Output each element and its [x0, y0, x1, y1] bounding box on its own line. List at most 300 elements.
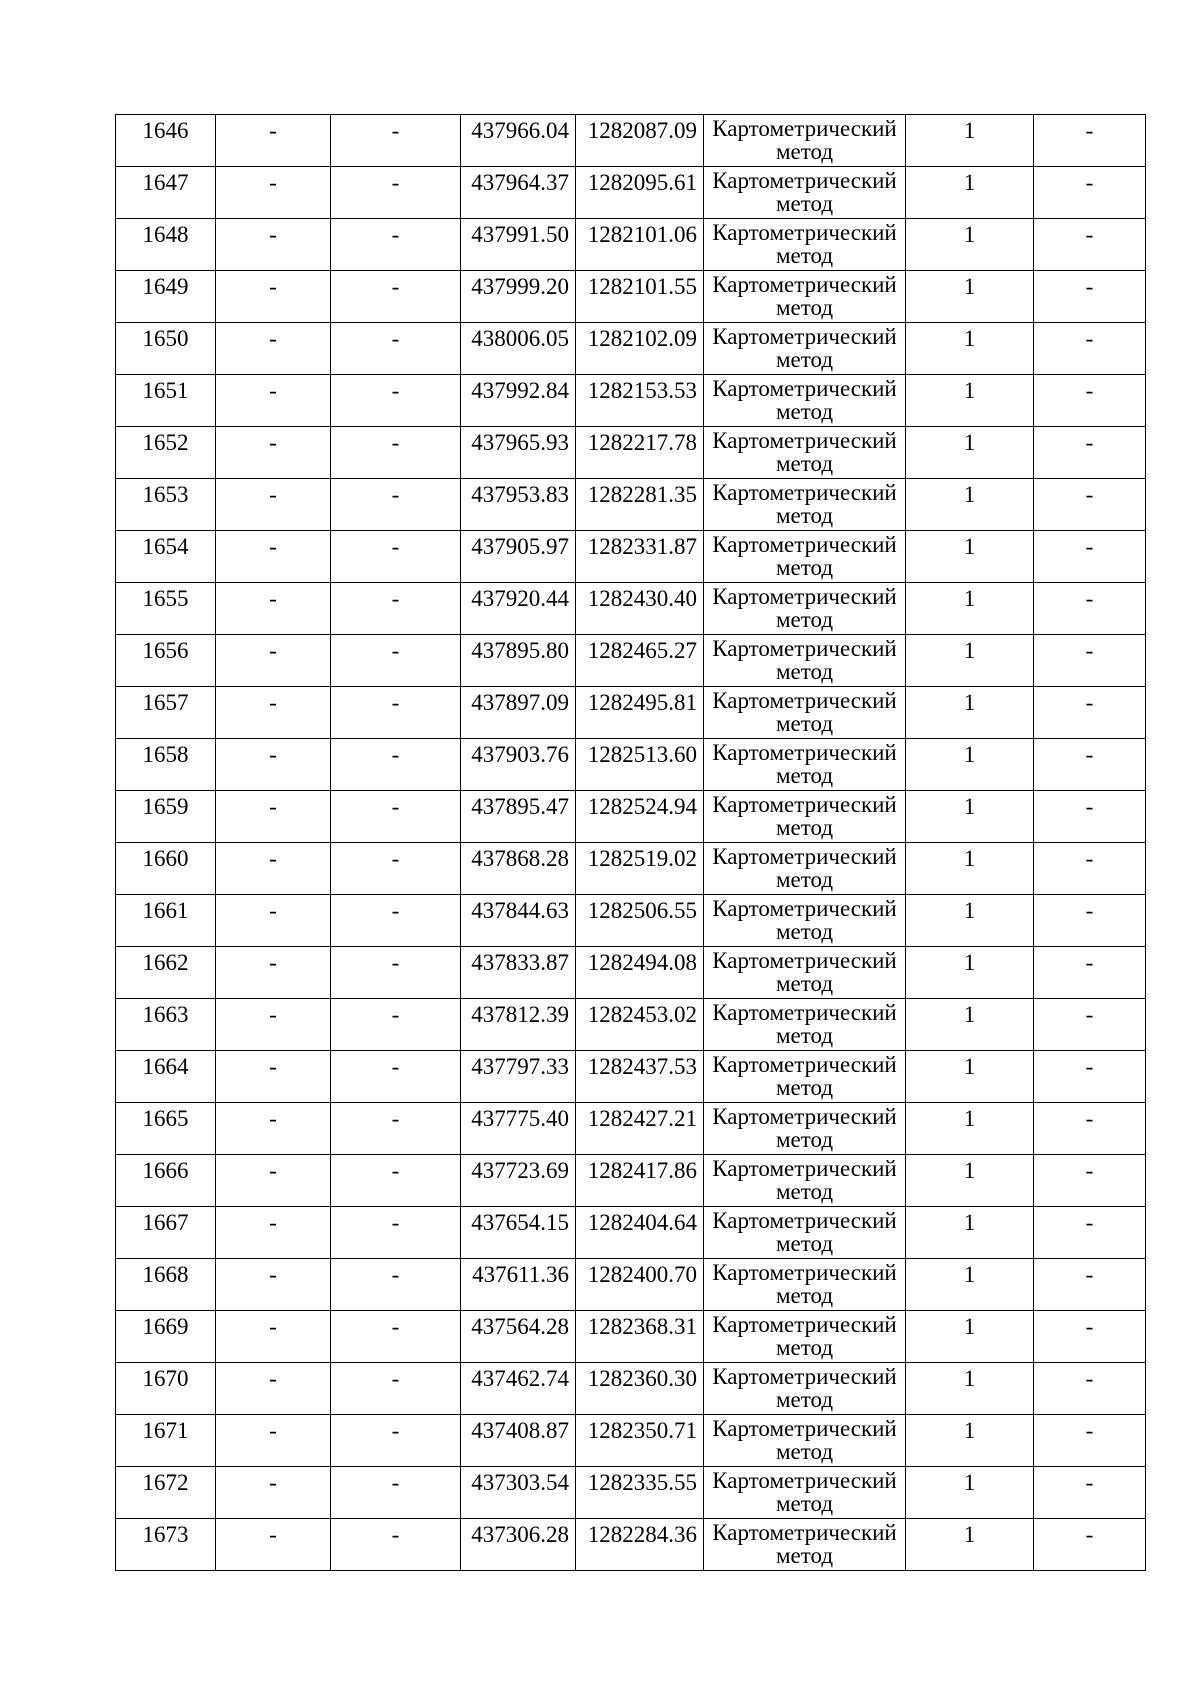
method-cell	[704, 375, 906, 427]
method-line-1: Картометрический	[712, 792, 897, 817]
method-line-2: метод	[775, 607, 834, 632]
point-number-cell: 1673	[116, 1519, 216, 1571]
dash-cell: -	[216, 739, 331, 791]
accuracy-cell: 1	[906, 635, 1034, 687]
accuracy-cell: 1	[906, 1363, 1034, 1415]
dash-cell: -	[1034, 1311, 1146, 1363]
point-number-cell: 1671	[116, 1415, 216, 1467]
y-coordinate-cell: 1282281.35	[576, 479, 704, 531]
dash-cell: -	[331, 1311, 461, 1363]
y-coordinate-cell: 1282494.08	[576, 947, 704, 999]
y-coordinate-cell: 1282417.86	[576, 1155, 704, 1207]
method-cell	[704, 739, 906, 791]
dash-cell: -	[331, 1363, 461, 1415]
x-coordinate-cell: 437895.47	[461, 791, 576, 843]
y-coordinate-cell: 1282101.55	[576, 271, 704, 323]
point-number-cell: 1652	[116, 427, 216, 479]
table-row	[116, 1259, 1146, 1311]
accuracy-cell: 1	[906, 791, 1034, 843]
dash-cell: -	[216, 531, 331, 583]
x-coordinate-cell: 437462.74	[461, 1363, 576, 1415]
method-cell	[704, 219, 906, 271]
table-row	[116, 219, 1146, 271]
dash-cell: -	[216, 375, 331, 427]
dash-cell: -	[1034, 791, 1146, 843]
method-line-2: метод	[775, 139, 834, 164]
x-coordinate-cell: 437611.36	[461, 1259, 576, 1311]
point-number-cell: 1646	[116, 115, 216, 167]
method-cell	[704, 271, 906, 323]
method-line-2: метод	[775, 1335, 834, 1360]
point-number-cell: 1650	[116, 323, 216, 375]
point-number-cell: 1653	[116, 479, 216, 531]
table-row	[116, 1155, 1146, 1207]
method-line-1: Картометрический	[712, 584, 897, 609]
method-line-2: метод	[775, 1387, 834, 1412]
method-cell	[704, 427, 906, 479]
method-line-2: метод	[775, 1283, 834, 1308]
coordinates-table	[115, 114, 1146, 1571]
accuracy-cell: 1	[906, 323, 1034, 375]
point-number-cell: 1672	[116, 1467, 216, 1519]
x-coordinate-cell: 437999.20	[461, 271, 576, 323]
dash-cell: -	[331, 687, 461, 739]
dash-cell: -	[216, 1155, 331, 1207]
table-row	[116, 1311, 1146, 1363]
table-row	[116, 947, 1146, 999]
dash-cell: -	[216, 323, 331, 375]
point-number-cell: 1668	[116, 1259, 216, 1311]
x-coordinate-cell: 437965.93	[461, 427, 576, 479]
accuracy-cell: 1	[906, 167, 1034, 219]
method-cell	[704, 1519, 906, 1571]
method-cell	[704, 1259, 906, 1311]
method-line-1: Картометрический	[712, 1416, 897, 1441]
dash-cell: -	[1034, 115, 1146, 167]
dash-cell: -	[216, 687, 331, 739]
dash-cell: -	[331, 999, 461, 1051]
dash-cell: -	[1034, 479, 1146, 531]
table-row	[116, 687, 1146, 739]
x-coordinate-cell: 437903.76	[461, 739, 576, 791]
y-coordinate-cell: 1282506.55	[576, 895, 704, 947]
method-line-2: метод	[775, 1127, 834, 1152]
accuracy-cell: 1	[906, 583, 1034, 635]
accuracy-cell: 1	[906, 1259, 1034, 1311]
accuracy-cell: 1	[906, 1467, 1034, 1519]
accuracy-cell: 1	[906, 271, 1034, 323]
method-line-1: Картометрический	[712, 1520, 897, 1545]
method-line-1: Картометрический	[712, 480, 897, 505]
point-number-cell: 1667	[116, 1207, 216, 1259]
method-cell	[704, 895, 906, 947]
point-number-cell: 1661	[116, 895, 216, 947]
point-number-cell: 1660	[116, 843, 216, 895]
x-coordinate-cell: 437833.87	[461, 947, 576, 999]
dash-cell: -	[1034, 1415, 1146, 1467]
y-coordinate-cell: 1282513.60	[576, 739, 704, 791]
point-number-cell: 1654	[116, 531, 216, 583]
method-line-1: Картометрический	[712, 1052, 897, 1077]
table-row	[116, 635, 1146, 687]
dash-cell: -	[331, 1467, 461, 1519]
accuracy-cell: 1	[906, 531, 1034, 583]
accuracy-cell: 1	[906, 115, 1034, 167]
method-line-2: метод	[775, 763, 834, 788]
dash-cell: -	[1034, 583, 1146, 635]
method-line-1: Картометрический	[712, 896, 897, 921]
dash-cell: -	[216, 895, 331, 947]
dash-cell: -	[331, 271, 461, 323]
table-row	[116, 1363, 1146, 1415]
method-line-1: Картометрический	[712, 948, 897, 973]
method-cell	[704, 947, 906, 999]
dash-cell: -	[216, 115, 331, 167]
x-coordinate-cell: 437306.28	[461, 1519, 576, 1571]
table-row	[116, 531, 1146, 583]
accuracy-cell: 1	[906, 895, 1034, 947]
dash-cell: -	[331, 947, 461, 999]
point-number-cell: 1657	[116, 687, 216, 739]
dash-cell: -	[216, 583, 331, 635]
method-cell	[704, 687, 906, 739]
dash-cell: -	[331, 1519, 461, 1571]
dash-cell: -	[216, 271, 331, 323]
method-line-1: Картометрический	[712, 1312, 897, 1337]
point-number-cell: 1662	[116, 947, 216, 999]
method-line-2: метод	[775, 451, 834, 476]
method-line-2: метод	[775, 867, 834, 892]
dash-cell: -	[216, 1207, 331, 1259]
table-row	[116, 1467, 1146, 1519]
method-cell	[704, 583, 906, 635]
dash-cell: -	[1034, 427, 1146, 479]
dash-cell: -	[216, 999, 331, 1051]
dash-cell: -	[1034, 167, 1146, 219]
y-coordinate-cell: 1282453.02	[576, 999, 704, 1051]
dash-cell: -	[1034, 739, 1146, 791]
table-row	[116, 739, 1146, 791]
method-cell	[704, 791, 906, 843]
method-line-2: метод	[775, 503, 834, 528]
table-row	[116, 375, 1146, 427]
y-coordinate-cell: 1282331.87	[576, 531, 704, 583]
method-line-2: метод	[775, 295, 834, 320]
method-cell	[704, 479, 906, 531]
method-cell	[704, 843, 906, 895]
y-coordinate-cell: 1282519.02	[576, 843, 704, 895]
accuracy-cell: 1	[906, 1207, 1034, 1259]
method-cell	[704, 1207, 906, 1259]
dash-cell: -	[1034, 1467, 1146, 1519]
dash-cell: -	[1034, 1051, 1146, 1103]
method-line-1: Картометрический	[712, 272, 897, 297]
point-number-cell: 1651	[116, 375, 216, 427]
method-line-1: Картометрический	[712, 1000, 897, 1025]
table-row	[116, 323, 1146, 375]
table-row	[116, 999, 1146, 1051]
accuracy-cell: 1	[906, 375, 1034, 427]
method-line-2: метод	[775, 1439, 834, 1464]
x-coordinate-cell: 437920.44	[461, 583, 576, 635]
x-coordinate-cell: 437991.50	[461, 219, 576, 271]
dash-cell: -	[331, 1259, 461, 1311]
x-coordinate-cell: 437895.80	[461, 635, 576, 687]
method-line-1: Картометрический	[712, 1156, 897, 1181]
table-body	[116, 115, 1146, 1571]
dash-cell: -	[216, 1467, 331, 1519]
y-coordinate-cell: 1282437.53	[576, 1051, 704, 1103]
method-line-1: Картометрический	[712, 688, 897, 713]
y-coordinate-cell: 1282153.53	[576, 375, 704, 427]
dash-cell: -	[216, 1519, 331, 1571]
method-line-1: Картометрический	[712, 1104, 897, 1129]
dash-cell: -	[331, 635, 461, 687]
y-coordinate-cell: 1282360.30	[576, 1363, 704, 1415]
accuracy-cell: 1	[906, 1415, 1034, 1467]
dash-cell: -	[216, 1051, 331, 1103]
point-number-cell: 1648	[116, 219, 216, 271]
method-cell	[704, 323, 906, 375]
dash-cell: -	[331, 531, 461, 583]
method-line-2: метод	[775, 1179, 834, 1204]
accuracy-cell: 1	[906, 1519, 1034, 1571]
accuracy-cell: 1	[906, 219, 1034, 271]
point-number-cell: 1670	[116, 1363, 216, 1415]
accuracy-cell: 1	[906, 1103, 1034, 1155]
method-line-2: метод	[775, 919, 834, 944]
point-number-cell: 1659	[116, 791, 216, 843]
dash-cell: -	[1034, 1207, 1146, 1259]
x-coordinate-cell: 437953.83	[461, 479, 576, 531]
method-line-1: Картометрический	[712, 636, 897, 661]
dash-cell: -	[1034, 843, 1146, 895]
x-coordinate-cell: 437868.28	[461, 843, 576, 895]
method-cell	[704, 635, 906, 687]
y-coordinate-cell: 1282101.06	[576, 219, 704, 271]
table-row	[116, 1103, 1146, 1155]
method-cell	[704, 1051, 906, 1103]
dash-cell: -	[1034, 999, 1146, 1051]
method-cell	[704, 999, 906, 1051]
accuracy-cell: 1	[906, 1155, 1034, 1207]
y-coordinate-cell: 1282102.09	[576, 323, 704, 375]
method-cell	[704, 115, 906, 167]
method-line-2: метод	[775, 191, 834, 216]
method-line-1: Картометрический	[712, 376, 897, 401]
dash-cell: -	[331, 479, 461, 531]
method-line-1: Картометрический	[712, 220, 897, 245]
table-row	[116, 895, 1146, 947]
method-cell	[704, 1415, 906, 1467]
accuracy-cell: 1	[906, 479, 1034, 531]
dash-cell: -	[216, 219, 331, 271]
method-line-2: метод	[775, 711, 834, 736]
method-line-1: Картометрический	[712, 1468, 897, 1493]
dash-cell: -	[331, 739, 461, 791]
dash-cell: -	[331, 895, 461, 947]
dash-cell: -	[1034, 219, 1146, 271]
table-row	[116, 583, 1146, 635]
x-coordinate-cell: 437797.33	[461, 1051, 576, 1103]
accuracy-cell: 1	[906, 1311, 1034, 1363]
y-coordinate-cell: 1282404.64	[576, 1207, 704, 1259]
dash-cell: -	[1034, 895, 1146, 947]
point-number-cell: 1655	[116, 583, 216, 635]
dash-cell: -	[331, 323, 461, 375]
dash-cell: -	[216, 167, 331, 219]
accuracy-cell: 1	[906, 999, 1034, 1051]
method-line-2: метод	[775, 243, 834, 268]
x-coordinate-cell: 437564.28	[461, 1311, 576, 1363]
method-line-1: Картометрический	[712, 844, 897, 869]
method-line-2: метод	[775, 1231, 834, 1256]
dash-cell: -	[331, 375, 461, 427]
dash-cell: -	[216, 479, 331, 531]
method-line-1: Картометрический	[712, 1364, 897, 1389]
dash-cell: -	[216, 791, 331, 843]
dash-cell: -	[331, 1051, 461, 1103]
dash-cell: -	[1034, 947, 1146, 999]
y-coordinate-cell: 1282335.55	[576, 1467, 704, 1519]
method-line-2: метод	[775, 347, 834, 372]
method-line-1: Картометрический	[712, 1260, 897, 1285]
dash-cell: -	[216, 635, 331, 687]
accuracy-cell: 1	[906, 427, 1034, 479]
point-number-cell: 1664	[116, 1051, 216, 1103]
point-number-cell: 1658	[116, 739, 216, 791]
method-line-2: метод	[775, 399, 834, 424]
table-row	[116, 427, 1146, 479]
method-line-2: метод	[775, 971, 834, 996]
method-cell	[704, 1155, 906, 1207]
x-coordinate-cell: 437723.69	[461, 1155, 576, 1207]
point-number-cell: 1647	[116, 167, 216, 219]
table-row	[116, 271, 1146, 323]
method-cell	[704, 1363, 906, 1415]
dash-cell: -	[216, 1311, 331, 1363]
accuracy-cell: 1	[906, 739, 1034, 791]
method-cell	[704, 167, 906, 219]
point-number-cell: 1669	[116, 1311, 216, 1363]
dash-cell: -	[216, 1259, 331, 1311]
dash-cell: -	[331, 427, 461, 479]
method-line-1: Картометрический	[712, 324, 897, 349]
point-number-cell: 1663	[116, 999, 216, 1051]
table-row	[116, 115, 1146, 167]
dash-cell: -	[1034, 1103, 1146, 1155]
dash-cell: -	[1034, 635, 1146, 687]
dash-cell: -	[331, 1207, 461, 1259]
dash-cell: -	[1034, 687, 1146, 739]
dash-cell: -	[1034, 531, 1146, 583]
dash-cell: -	[1034, 1363, 1146, 1415]
x-coordinate-cell: 438006.05	[461, 323, 576, 375]
x-coordinate-cell: 437966.04	[461, 115, 576, 167]
method-line-1: Картометрический	[712, 1208, 897, 1233]
dash-cell: -	[1034, 323, 1146, 375]
method-line-1: Картометрический	[712, 116, 897, 141]
point-number-cell: 1666	[116, 1155, 216, 1207]
table-row	[116, 791, 1146, 843]
dash-cell: -	[331, 1103, 461, 1155]
dash-cell: -	[1034, 1155, 1146, 1207]
y-coordinate-cell: 1282524.94	[576, 791, 704, 843]
x-coordinate-cell: 437964.37	[461, 167, 576, 219]
y-coordinate-cell: 1282350.71	[576, 1415, 704, 1467]
point-number-cell: 1649	[116, 271, 216, 323]
method-line-1: Картометрический	[712, 168, 897, 193]
accuracy-cell: 1	[906, 1051, 1034, 1103]
y-coordinate-cell: 1282400.70	[576, 1259, 704, 1311]
x-coordinate-cell: 437303.54	[461, 1467, 576, 1519]
x-coordinate-cell: 437905.97	[461, 531, 576, 583]
dash-cell: -	[1034, 375, 1146, 427]
method-line-2: метод	[775, 1491, 834, 1516]
method-cell	[704, 1467, 906, 1519]
dash-cell: -	[331, 791, 461, 843]
dash-cell: -	[216, 947, 331, 999]
dash-cell: -	[216, 1103, 331, 1155]
method-cell	[704, 531, 906, 583]
x-coordinate-cell: 437812.39	[461, 999, 576, 1051]
x-coordinate-cell: 437897.09	[461, 687, 576, 739]
dash-cell: -	[331, 1415, 461, 1467]
dash-cell: -	[331, 583, 461, 635]
dash-cell: -	[331, 219, 461, 271]
method-cell	[704, 1311, 906, 1363]
x-coordinate-cell: 437844.63	[461, 895, 576, 947]
method-line-1: Картометрический	[712, 532, 897, 557]
dash-cell: -	[331, 1155, 461, 1207]
method-line-2: метод	[775, 555, 834, 580]
y-coordinate-cell: 1282495.81	[576, 687, 704, 739]
table-row	[116, 479, 1146, 531]
point-number-cell: 1656	[116, 635, 216, 687]
table-row	[116, 1051, 1146, 1103]
table-row	[116, 1415, 1146, 1467]
y-coordinate-cell: 1282465.27	[576, 635, 704, 687]
x-coordinate-cell: 437992.84	[461, 375, 576, 427]
method-line-1: Картометрический	[712, 740, 897, 765]
dash-cell: -	[331, 115, 461, 167]
y-coordinate-cell: 1282217.78	[576, 427, 704, 479]
method-line-1: Картометрический	[712, 428, 897, 453]
x-coordinate-cell: 437775.40	[461, 1103, 576, 1155]
y-coordinate-cell: 1282087.09	[576, 115, 704, 167]
y-coordinate-cell: 1282095.61	[576, 167, 704, 219]
dash-cell: -	[1034, 1519, 1146, 1571]
y-coordinate-cell: 1282368.31	[576, 1311, 704, 1363]
table-row	[116, 843, 1146, 895]
accuracy-cell: 1	[906, 687, 1034, 739]
method-line-2: метод	[775, 815, 834, 840]
dash-cell: -	[1034, 1259, 1146, 1311]
method-line-2: метод	[775, 1023, 834, 1048]
x-coordinate-cell: 437408.87	[461, 1415, 576, 1467]
accuracy-cell: 1	[906, 843, 1034, 895]
x-coordinate-cell: 437654.15	[461, 1207, 576, 1259]
table-row	[116, 167, 1146, 219]
dash-cell: -	[331, 843, 461, 895]
method-cell	[704, 1103, 906, 1155]
method-line-2: метод	[775, 659, 834, 684]
point-number-cell: 1665	[116, 1103, 216, 1155]
y-coordinate-cell: 1282430.40	[576, 583, 704, 635]
dash-cell: -	[216, 843, 331, 895]
accuracy-cell: 1	[906, 947, 1034, 999]
table-row	[116, 1207, 1146, 1259]
